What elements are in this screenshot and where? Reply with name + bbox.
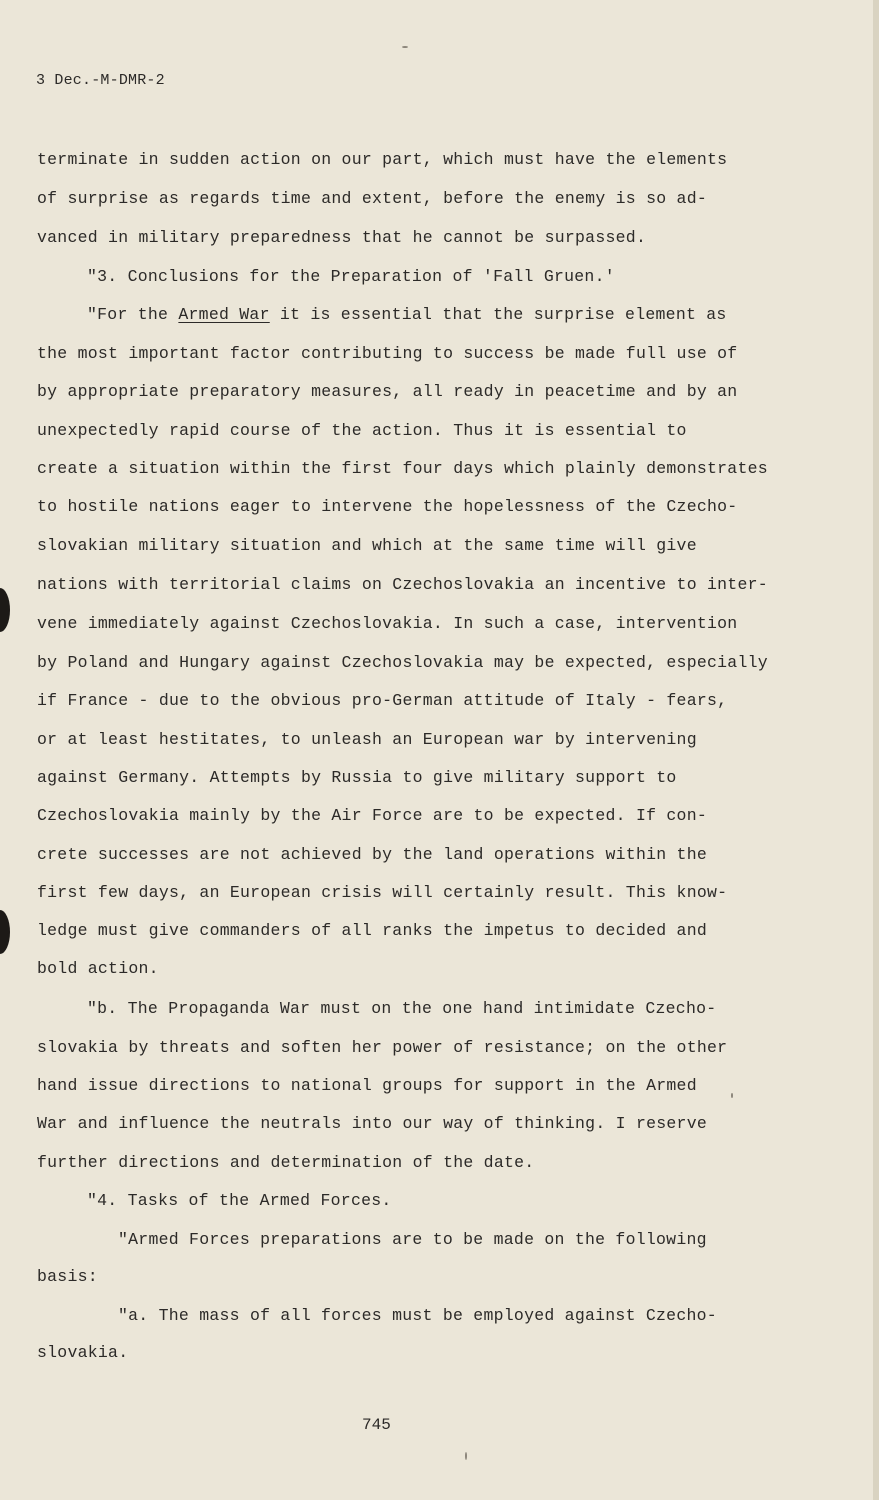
text-line: slovakia. — [37, 1343, 129, 1362]
binding-hole-mark — [0, 910, 10, 954]
text-line: nations with territorial claims on Czechoslovakia an incentive to inter- — [37, 575, 768, 594]
text-line: hand issue directions to national groups for support in the Armed — [37, 1076, 697, 1095]
text-line: "b. The Propaganda War must on the one hand intimidate Czecho- — [87, 999, 717, 1018]
text-line: ledge must give commanders of all ranks the impetus to decided and — [37, 921, 708, 940]
text-line — [87, 305, 727, 325]
text-line: basis: — [37, 1267, 98, 1286]
text-line: vene immediately against Czechoslovakia. In such a case, intervention — [37, 614, 738, 633]
text-line: slovakia by threats and soften her power of resistance; on the other — [37, 1038, 728, 1057]
binding-hole-mark — [0, 588, 10, 632]
text-line: War and influence the neutrals into our way of thinking. I reserve — [37, 1114, 708, 1133]
paper-speck — [465, 1452, 467, 1460]
paper-speck — [402, 46, 408, 48]
text-line: slovakian military situation and which at the same time will give — [37, 536, 697, 555]
text-segment: "For the — [87, 305, 179, 324]
text-line: vanced in military preparedness that he cannot be surpassed. — [37, 228, 647, 247]
text-line: unexpectedly rapid course of the action. Thus it is essential to — [37, 421, 687, 440]
text-line: "Armed Forces preparations are to be made on the following — [118, 1230, 707, 1249]
page-number: 745 — [362, 1416, 391, 1434]
text-line: "a. The mass of all forces must be employed against Czecho- — [118, 1306, 717, 1325]
text-line: if France - due to the obvious pro-German attitude of Italy - fears, — [37, 691, 728, 710]
document-header: 3 Dec.-M-DMR-2 — [36, 72, 165, 89]
underlined-term: Armed War — [178, 305, 270, 324]
text-line: terminate in sudden action on our part, which must have the elements — [37, 150, 728, 169]
text-line: Czechoslovakia mainly by the Air Force are to be expected. If con- — [37, 806, 708, 825]
text-line: or at least hestitates, to unleash an European war by intervening — [37, 730, 697, 749]
paper-speck — [731, 1093, 733, 1098]
text-segment: it is essential that the surprise element as — [269, 305, 727, 324]
text-line: of surprise as regards time and extent, before the enemy is so ad- — [37, 189, 708, 208]
text-line: the most important factor contributing to success be made full use of — [37, 344, 738, 363]
text-line: first few days, an European crisis will certainly result. This know- — [37, 883, 728, 902]
text-line: by Poland and Hungary against Czechoslovakia may be expected, especially — [37, 653, 768, 672]
section-heading: "4. Tasks of the Armed Forces. — [87, 1191, 392, 1210]
text-line: bold action. — [37, 959, 159, 978]
text-line: against Germany. Attempts by Russia to give military support to — [37, 768, 677, 787]
text-line: further directions and determination of the date. — [37, 1153, 535, 1172]
text-line: by appropriate preparatory measures, all ready in peacetime and by an — [37, 382, 738, 401]
text-line: crete successes are not achieved by the land operations within the — [37, 845, 708, 864]
text-line: create a situation within the first four days which plainly demonstrates — [37, 459, 768, 478]
section-heading: "3. Conclusions for the Preparation of 'Fall Gruen.' — [87, 267, 615, 286]
text-line: to hostile nations eager to intervene the hopelessness of the Czecho- — [37, 497, 738, 516]
